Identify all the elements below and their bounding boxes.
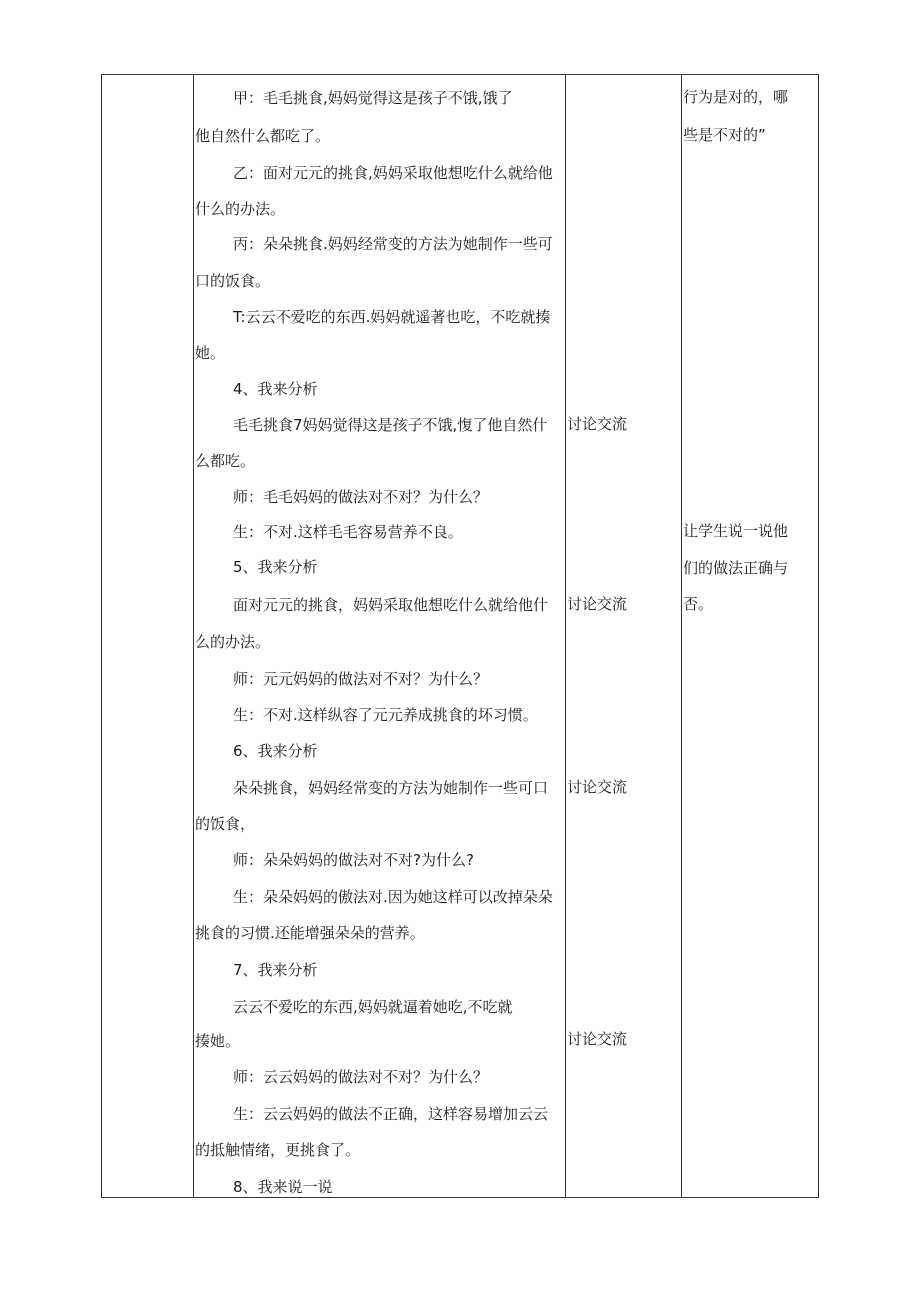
content-line: 生：不对.这样毛毛容易营养不良。 [233,523,463,541]
content-line: 的饭食， [195,815,256,833]
content-line: 甲：毛毛挑食,妈妈觉得这是孩子不饿,饿了 [233,89,513,107]
column-divider-1 [193,75,194,1197]
content-line: 师：朵朵妈妈的做法对不对?为什么? [233,851,474,869]
activity-cell: 讨论交流 [567,1030,628,1048]
content-line: 生：朵朵妈妈的傲法对.因为她这样可以改掉朵朵 [233,888,553,906]
activity-cell: 讨论交流 [567,595,628,613]
content-line: 乙：面对元元的挑食,妈妈采取他想吃什么就给他 [233,164,553,182]
content-line: 他自然什么都吃了。 [195,127,331,145]
activity-cell: 讨论交流 [567,415,628,433]
content-line: 朵朵挑食，妈妈经常变的方法为她制作一些可口 [233,779,549,797]
content-line: 师：元元妈妈的做法对不对？为什么？ [233,670,489,688]
content-heading: 6、我来分析 [233,742,318,760]
content-heading: 4、我来分析 [233,380,318,398]
content-line: 的抵触情绪，更挑食了。 [195,1141,361,1159]
content-line: 生：云云妈妈的做法不正确，这样容易增加云云 [233,1105,549,1123]
content-line: T:云云不爱吃的东西.妈妈就遥著也吃，不吃就揍 [233,308,551,326]
column-divider-3 [681,75,682,1197]
content-heading: 5、我来分析 [233,558,318,576]
content-line: 师：毛毛妈妈的做法对不对？为什么？ [233,488,489,506]
content-line: 么的办法。 [195,633,271,651]
intent-line: 些是不对的” [683,126,766,144]
activity-cell: 讨论交流 [567,778,628,796]
content-line: 丙：朵朵挑食.妈妈经常变的方法为她制作一些可 [233,235,553,253]
content-line: 生：不对.这样纵容了元元养成挑食的坏习惯。 [233,706,538,724]
content-line: 挑食的习惯.还能增强朵朵的营养。 [195,924,425,942]
content-line: 她。 [195,344,226,362]
content-line: 毛毛挑食7妈妈觉得这是孩子不饿,愎了他自然什 [233,416,548,434]
content-line: 么都吃。 [195,452,256,470]
content-heading: 8、我来说一说 [233,1178,333,1196]
intent-line: 否。 [683,595,714,613]
content-line: 口的饭食。 [195,272,271,290]
content-line: 面对元元的挑食，妈妈采取他想吃什么就给他什 [233,596,549,614]
content-line: 师：云云妈妈的做法对不对？为什么？ [233,1068,489,1086]
intent-line: 们的做法正确与 [683,559,789,577]
intent-line: 行为是对的，哪 [683,88,789,106]
intent-line: 让学生说一说他 [683,522,789,540]
content-line: 云云不爱吃的东西,妈妈就逼着她吃,不吃就 [233,998,513,1016]
column-divider-2 [565,75,566,1197]
lesson-table [101,74,819,1198]
content-line: 什么的办法。 [195,200,286,218]
content-line: 揍她。 [195,1032,241,1050]
content-heading: 7、我来分析 [233,961,318,979]
